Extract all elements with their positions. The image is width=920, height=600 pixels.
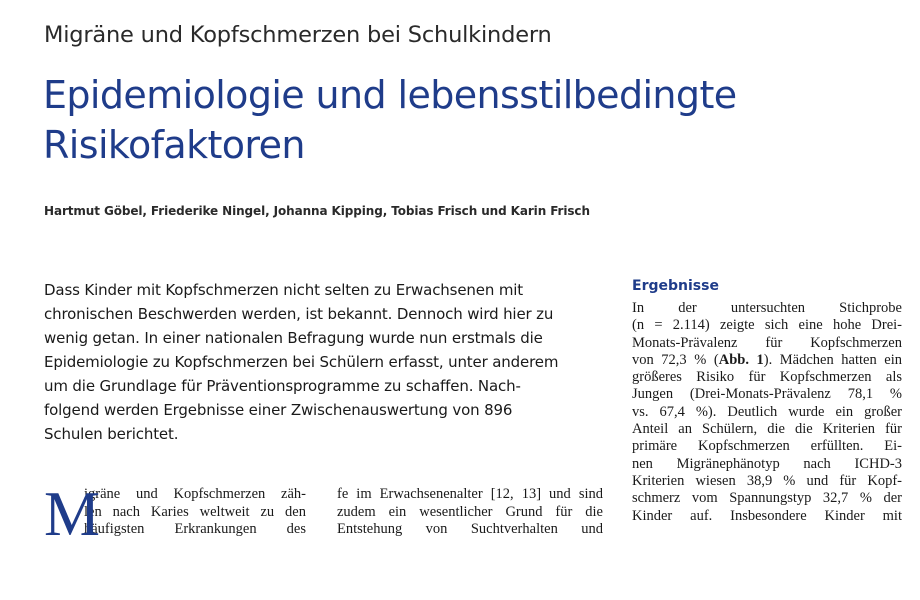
- sidebar-line: [632, 352, 902, 369]
- sidebar-line: primäre Kopfschmerzen erfüllten. Ei-: [632, 438, 902, 455]
- lead-line: um die Grundlage für Präventionsprogramme zu schaffen. Nach-: [44, 377, 521, 395]
- lead-paragraph: [44, 278, 604, 446]
- body-column-2: [337, 486, 603, 539]
- sidebar-text: ). Mädchen hatten ein: [763, 351, 902, 368]
- lead-line: Dass Kinder mit Kopfschmerzen nicht selten zu Erwachsenen mit: [44, 281, 524, 299]
- drop-cap: M: [44, 479, 101, 549]
- lead-line: Schulen berichtet.: [44, 425, 179, 443]
- sidebar-line: Anteil an Schülern, die die Kriterien für: [632, 421, 902, 438]
- body-line: häufigsten Erkrankungen des: [84, 521, 306, 538]
- body-column-1: [44, 479, 306, 549]
- sidebar-line: nen Migränephänotyp nach ICHD-3: [632, 455, 902, 472]
- body-line: Entstehung von Suchtverhalten und: [337, 521, 603, 538]
- article-title: [43, 70, 903, 170]
- title-line: Epidemiologie und lebensstilbedingte: [43, 73, 737, 117]
- lead-line: wenig getan. In einer nationalen Befragung wurde nun erstmals die: [44, 329, 543, 347]
- sidebar-heading: Ergebnisse: [632, 278, 719, 294]
- sidebar-line: Jungen (Drei-Monats-Prävalenz 78,1 %: [632, 386, 902, 403]
- sidebar-line: In der untersuchten Stichprobe: [632, 300, 902, 316]
- body-column-1-text: [84, 486, 306, 539]
- lead-line: chronischen Beschwerden werden, ist bekannt. Dennoch wird hier zu: [44, 305, 554, 323]
- sidebar-line: schmerz vom Spannungstyp 32,7 % der: [632, 490, 902, 507]
- sidebar-line: Kinder auf. Insbesondere Kinder mit: [632, 507, 902, 524]
- kicker: Migräne und Kopfschmerzen bei Schulkindern: [44, 22, 552, 48]
- sidebar-line: vs. 67,4 %). Deutlich wurde ein großer: [632, 403, 902, 420]
- sidebar-line: größeres Risiko für Kopfschmerzen als: [632, 369, 902, 386]
- lead-line: Epidemiologie zu Kopfschmerzen bei Schülern erfasst, unter anderem: [44, 353, 559, 371]
- body-line: igräne und Kopfschmerzen zäh-: [84, 486, 306, 502]
- figure-reference: Abb. 1: [718, 351, 764, 368]
- body-line: fe im Erwachsenenalter [12, 13] und sind: [337, 486, 603, 502]
- title-line: Risikofaktoren: [43, 123, 305, 167]
- sidebar-line: Kriterien wiesen 38,9 % und für Kopf-: [632, 472, 902, 489]
- sidebar-line: Monats-Prävalenz für Kopfschmerzen: [632, 334, 902, 351]
- sidebar-text: von 72,3 % (: [632, 351, 719, 368]
- authors: Hartmut Göbel, Friederike Ningel, Johanna Kipping, Tobias Frisch und Karin Frisch: [44, 204, 590, 218]
- body-line: len nach Karies weltweit zu den: [84, 503, 306, 520]
- lead-line: folgend werden Ergebnisse einer Zwischenauswertung von 896: [44, 401, 513, 419]
- sidebar-column: [632, 300, 902, 525]
- sidebar-line: (n = 2.114) zeigte sich eine hohe Drei-: [632, 317, 902, 334]
- body-line: zudem ein wesentlicher Grund für die: [337, 503, 603, 520]
